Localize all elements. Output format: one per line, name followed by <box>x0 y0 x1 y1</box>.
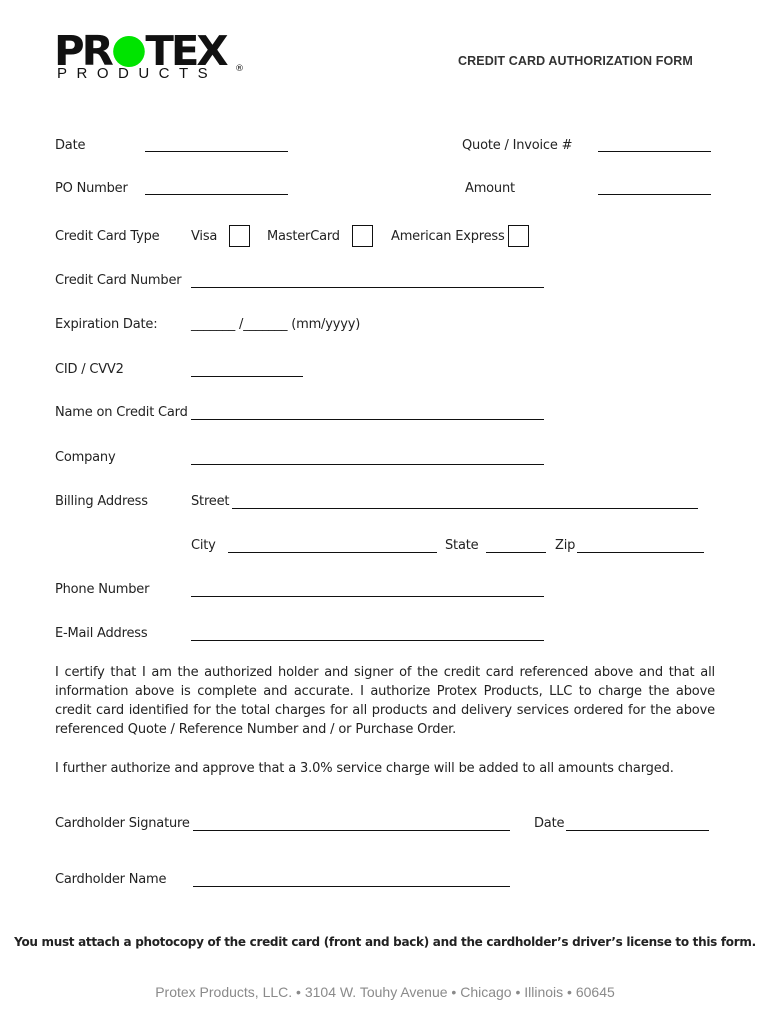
expiration-input[interactable]: _______ /_______ (mm/yyyy) <box>191 317 361 332</box>
logo-o-circle <box>113 36 145 67</box>
page-title: CREDIT CARD AUTHORIZATION FORM <box>458 54 693 68</box>
amount-label: Amount <box>465 181 515 196</box>
name-on-card-input-line[interactable] <box>191 419 544 420</box>
company-label: Company <box>55 450 116 465</box>
footer-address: Protex Products, LLC. • 3104 W. Touhy Avenue • Chicago • Illinois • 60645 <box>155 984 615 1000</box>
cvv-input-line[interactable] <box>191 376 303 377</box>
zip-label: Zip <box>555 538 576 553</box>
city-input-line[interactable] <box>228 552 437 553</box>
company-input-line[interactable] <box>191 464 544 465</box>
street-input-line[interactable] <box>232 508 698 509</box>
card-type-label: Credit Card Type <box>55 229 160 244</box>
date-label: Date <box>55 138 86 153</box>
card-number-input-line[interactable] <box>191 287 544 288</box>
city-label: City <box>191 538 216 553</box>
card-number-label: Credit Card Number <box>55 273 182 288</box>
amount-input-line[interactable] <box>598 194 711 195</box>
signature-date-label: Date <box>534 816 565 831</box>
service-charge-paragraph: I further authorize and approve that a 3.0% service charge will be added to all amounts charged. <box>55 761 674 776</box>
phone-input-line[interactable] <box>191 596 544 597</box>
phone-label: Phone Number <box>55 582 150 597</box>
visa-label: Visa <box>191 229 218 244</box>
state-label: State <box>445 538 479 553</box>
quote-invoice-label: Quote / Invoice # <box>462 138 573 153</box>
attachment-note: You must attach a photocopy of the credit card (front and back) and the cardholder’s driver’s license to this form. <box>14 935 756 949</box>
email-input-line[interactable] <box>191 640 544 641</box>
date-input-line[interactable] <box>145 151 288 152</box>
amex-checkbox[interactable] <box>508 225 529 247</box>
certification-paragraph: I certify that I am the authorized holder and signer of the credit card referenced above and that all information above is complete and accurate. I authorize Protex Products, LLC to charge the above credit card identified for the total charges for all products and delivery services ordered for the above referenced Quote / Reference Number and / or Purchase Order. <box>55 665 715 737</box>
logo-wordmark: PR TEX <box>54 27 226 75</box>
company-logo <box>54 27 244 86</box>
cardholder-name-input-line[interactable] <box>193 886 510 887</box>
visa-checkbox[interactable] <box>229 225 250 247</box>
cvv-label: CID / CVV2 <box>55 362 124 377</box>
email-label: E-Mail Address <box>55 626 148 641</box>
expiration-label: Expiration Date: <box>55 317 158 332</box>
po-number-input-line[interactable] <box>145 194 288 195</box>
zip-input-line[interactable] <box>577 552 704 553</box>
logo-products: PRODUCTS <box>57 65 218 82</box>
signature-input-line[interactable] <box>193 830 510 831</box>
name-on-card-label: Name on Credit Card <box>55 405 188 420</box>
street-label: Street <box>191 494 230 509</box>
cardholder-name-label: Cardholder Name <box>55 872 167 887</box>
signature-date-input-line[interactable] <box>566 830 709 831</box>
billing-address-label: Billing Address <box>55 494 148 509</box>
amex-label: American Express <box>391 229 505 244</box>
mastercard-label: MasterCard <box>267 229 340 244</box>
mastercard-checkbox[interactable] <box>352 225 373 247</box>
state-input-line[interactable] <box>486 552 546 553</box>
signature-label: Cardholder Signature <box>55 816 190 831</box>
po-number-label: PO Number <box>55 181 128 196</box>
logo-registered-mark: ® <box>235 64 244 74</box>
quote-invoice-input-line[interactable] <box>598 151 711 152</box>
